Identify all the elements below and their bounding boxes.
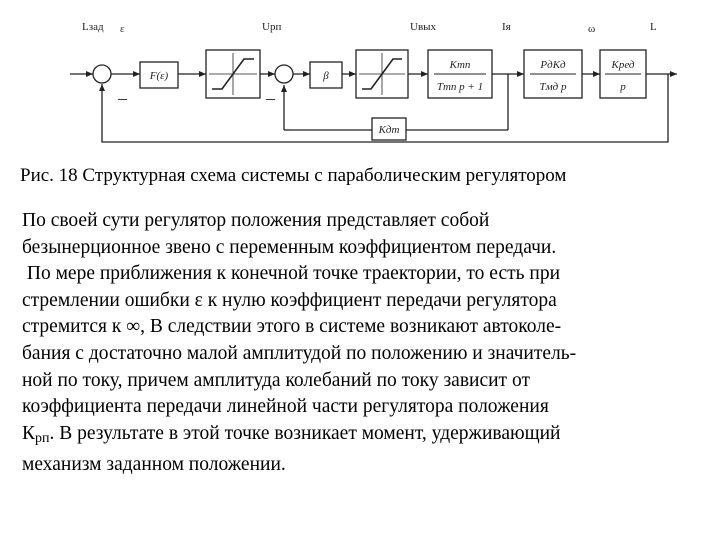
minus-sign-1: –	[118, 88, 127, 108]
kp-subscript: рп	[35, 430, 50, 446]
paragraph-line: коэффициента передачи линейной части регулятора положения	[22, 396, 549, 418]
paragraph-line: бания с достаточно малой амплитудой по положению и значитель-	[22, 342, 577, 364]
signal-u-reg-label: Uрп	[262, 21, 282, 33]
summing-junction-1	[93, 65, 111, 83]
body-paragraph	[22, 208, 712, 479]
signal-l-out-label: L	[650, 21, 657, 33]
nonlinear-function-label: F(ε)	[149, 70, 169, 82]
motor-numerator: PдKд	[540, 59, 566, 71]
beta-label: β	[323, 70, 329, 82]
signal-eps-label: ε	[120, 23, 125, 35]
kp-line-rest: . В результате в этой точке возникает момент, удерживающий	[49, 422, 561, 444]
figure-caption: Рис. 18 Структурная схема системы с параболическим регулятором	[20, 165, 567, 186]
feedback-sensor-label: Kдт	[378, 124, 400, 136]
paragraph-line: По своей сути регулятор положения представляет собой	[22, 210, 490, 231]
structural-diagram	[0, 0, 720, 160]
signal-omega-label: ω	[588, 23, 596, 35]
reducer-numerator: Kред	[611, 59, 635, 71]
converter-denominator: Tтп p + 1	[436, 81, 484, 93]
paragraph-line: безынерционное звено с переменным коэффициентом передачи.	[22, 236, 557, 258]
paragraph-line: По мере приближения к конечной точке траектории, то есть при	[22, 263, 561, 285]
motor-denominator: Tмд p	[539, 81, 567, 93]
paragraph-line: стремится к ∞, В следствии этого в системе возникают автоколе-	[22, 316, 562, 338]
kp-symbol: К	[22, 422, 36, 444]
paragraph-line: стремлении ошибки ε к нулю коэффициент передачи регулятора	[22, 289, 557, 311]
paragraph-final-line: механизм заданном положении.	[22, 454, 286, 476]
signal-u-out-label: Uвых	[410, 21, 437, 33]
signal-l-ref-label: Lзад	[82, 21, 104, 33]
converter-numerator: Kтп	[449, 59, 471, 71]
signal-i-arm-label: Iя	[502, 21, 511, 33]
minus-sign-2: –	[266, 88, 275, 108]
summing-junction-2	[275, 65, 293, 83]
reducer-denominator: p	[620, 81, 626, 93]
paragraph-line: ной по току, причем амплитуда колебаний по току зависит от	[22, 369, 530, 391]
paragraph-line-kp	[22, 421, 712, 453]
